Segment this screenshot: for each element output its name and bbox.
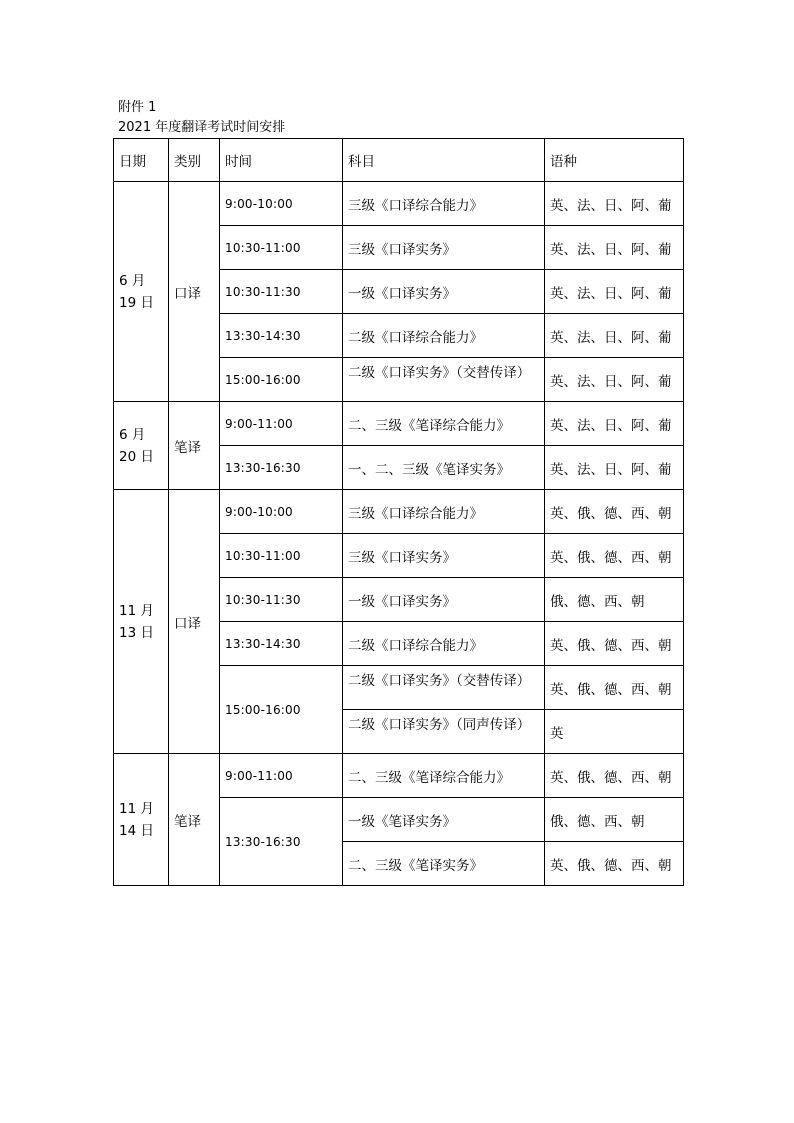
- subject-cell: 二、三级《笔译实务》: [343, 842, 545, 886]
- column-header-date: 日期: [114, 139, 169, 182]
- subject-cell: 一级《口译实务》: [343, 270, 545, 314]
- subject-cell: 三级《口译实务》: [343, 226, 545, 270]
- date-day: 14 日: [119, 822, 154, 839]
- category-cell: 笔译: [169, 754, 220, 886]
- subject-cell: 二、三级《笔译综合能力》: [343, 402, 545, 446]
- subject-cell: 二级《口译综合能力》: [343, 622, 545, 666]
- languages-cell: 英、法、日、阿、葡: [545, 226, 684, 270]
- column-header-time: 时间: [220, 139, 343, 182]
- time-cell: 13:30-14:30: [220, 622, 343, 666]
- time-cell: 10:30-11:30: [220, 578, 343, 622]
- date-month: 6 月: [119, 272, 146, 289]
- category-cell: 口译: [169, 490, 220, 754]
- subject-cell: 二级《口译实务》（同声传译）: [343, 710, 545, 754]
- date-day: 20 日: [119, 448, 154, 465]
- subject-cell: 二级《口译实务》（交替传译）: [343, 358, 545, 402]
- table-row: [114, 490, 684, 534]
- category-cell: 笔译: [169, 402, 220, 490]
- time-cell: 10:30-11:30: [220, 270, 343, 314]
- languages-cell: 英、法、日、阿、葡: [545, 314, 684, 358]
- column-header-category: 类别: [169, 139, 220, 182]
- date-cell: [114, 490, 169, 754]
- time-cell: 15:00-16:00: [220, 666, 343, 754]
- date-day: 19 日: [119, 294, 154, 311]
- languages-cell: 英、法、日、阿、葡: [545, 446, 684, 490]
- languages-cell: 英、俄、德、西、朝: [545, 490, 684, 534]
- exam-schedule-table: [113, 138, 684, 886]
- time-cell: 10:30-11:00: [220, 534, 343, 578]
- subject-cell: 一、二、三级《笔译实务》: [343, 446, 545, 490]
- languages-cell: 英、俄、德、西、朝: [545, 842, 684, 886]
- column-header-subject: 科目: [343, 139, 545, 182]
- subject-cell: 二级《口译实务》（交替传译）: [343, 666, 545, 710]
- time-cell: 13:30-16:30: [220, 446, 343, 490]
- document-title: 2021 年度翻译考试时间安排: [118, 120, 286, 135]
- table-header-row: [114, 139, 684, 182]
- languages-cell: 英、法、日、阿、葡: [545, 182, 684, 226]
- attachment-label: 附件 1: [118, 100, 157, 115]
- languages-cell: 英、俄、德、西、朝: [545, 622, 684, 666]
- time-cell: 13:30-16:30: [220, 798, 343, 886]
- subject-cell: 三级《口译综合能力》: [343, 490, 545, 534]
- time-cell: 9:00-11:00: [220, 754, 343, 798]
- category-cell: 口译: [169, 182, 220, 402]
- document-header: [118, 98, 285, 138]
- table-row: [114, 182, 684, 226]
- languages-cell: 俄、德、西、朝: [545, 798, 684, 842]
- time-cell: 9:00-10:00: [220, 182, 343, 226]
- date-month: 11 月: [119, 800, 154, 817]
- languages-cell: 英、俄、德、西、朝: [545, 534, 684, 578]
- languages-cell: 英、俄、德、西、朝: [545, 754, 684, 798]
- table-row: [114, 754, 684, 798]
- subject-cell: 二、三级《笔译综合能力》: [343, 754, 545, 798]
- languages-cell: 英、法、日、阿、葡: [545, 270, 684, 314]
- date-cell: [114, 182, 169, 402]
- subject-cell: 一级《口译实务》: [343, 578, 545, 622]
- time-cell: 9:00-10:00: [220, 490, 343, 534]
- date-day: 13 日: [119, 624, 154, 641]
- time-cell: 10:30-11:00: [220, 226, 343, 270]
- date-month: 6 月: [119, 426, 146, 443]
- subject-cell: 二级《口译综合能力》: [343, 314, 545, 358]
- time-cell: 9:00-11:00: [220, 402, 343, 446]
- languages-cell: 英、法、日、阿、葡: [545, 402, 684, 446]
- languages-cell: 英、法、日、阿、葡: [545, 358, 684, 402]
- table-row: [114, 402, 684, 446]
- subject-cell: 一级《笔译实务》: [343, 798, 545, 842]
- subject-cell: 三级《口译实务》: [343, 534, 545, 578]
- languages-cell: 英: [545, 710, 684, 754]
- date-cell: [114, 402, 169, 490]
- languages-cell: 英、俄、德、西、朝: [545, 666, 684, 710]
- time-cell: 15:00-16:00: [220, 358, 343, 402]
- subject-cell: 三级《口译综合能力》: [343, 182, 545, 226]
- time-cell: 13:30-14:30: [220, 314, 343, 358]
- column-header-languages: 语种: [545, 139, 684, 182]
- date-month: 11 月: [119, 602, 154, 619]
- date-cell: [114, 754, 169, 886]
- languages-cell: 俄、德、西、朝: [545, 578, 684, 622]
